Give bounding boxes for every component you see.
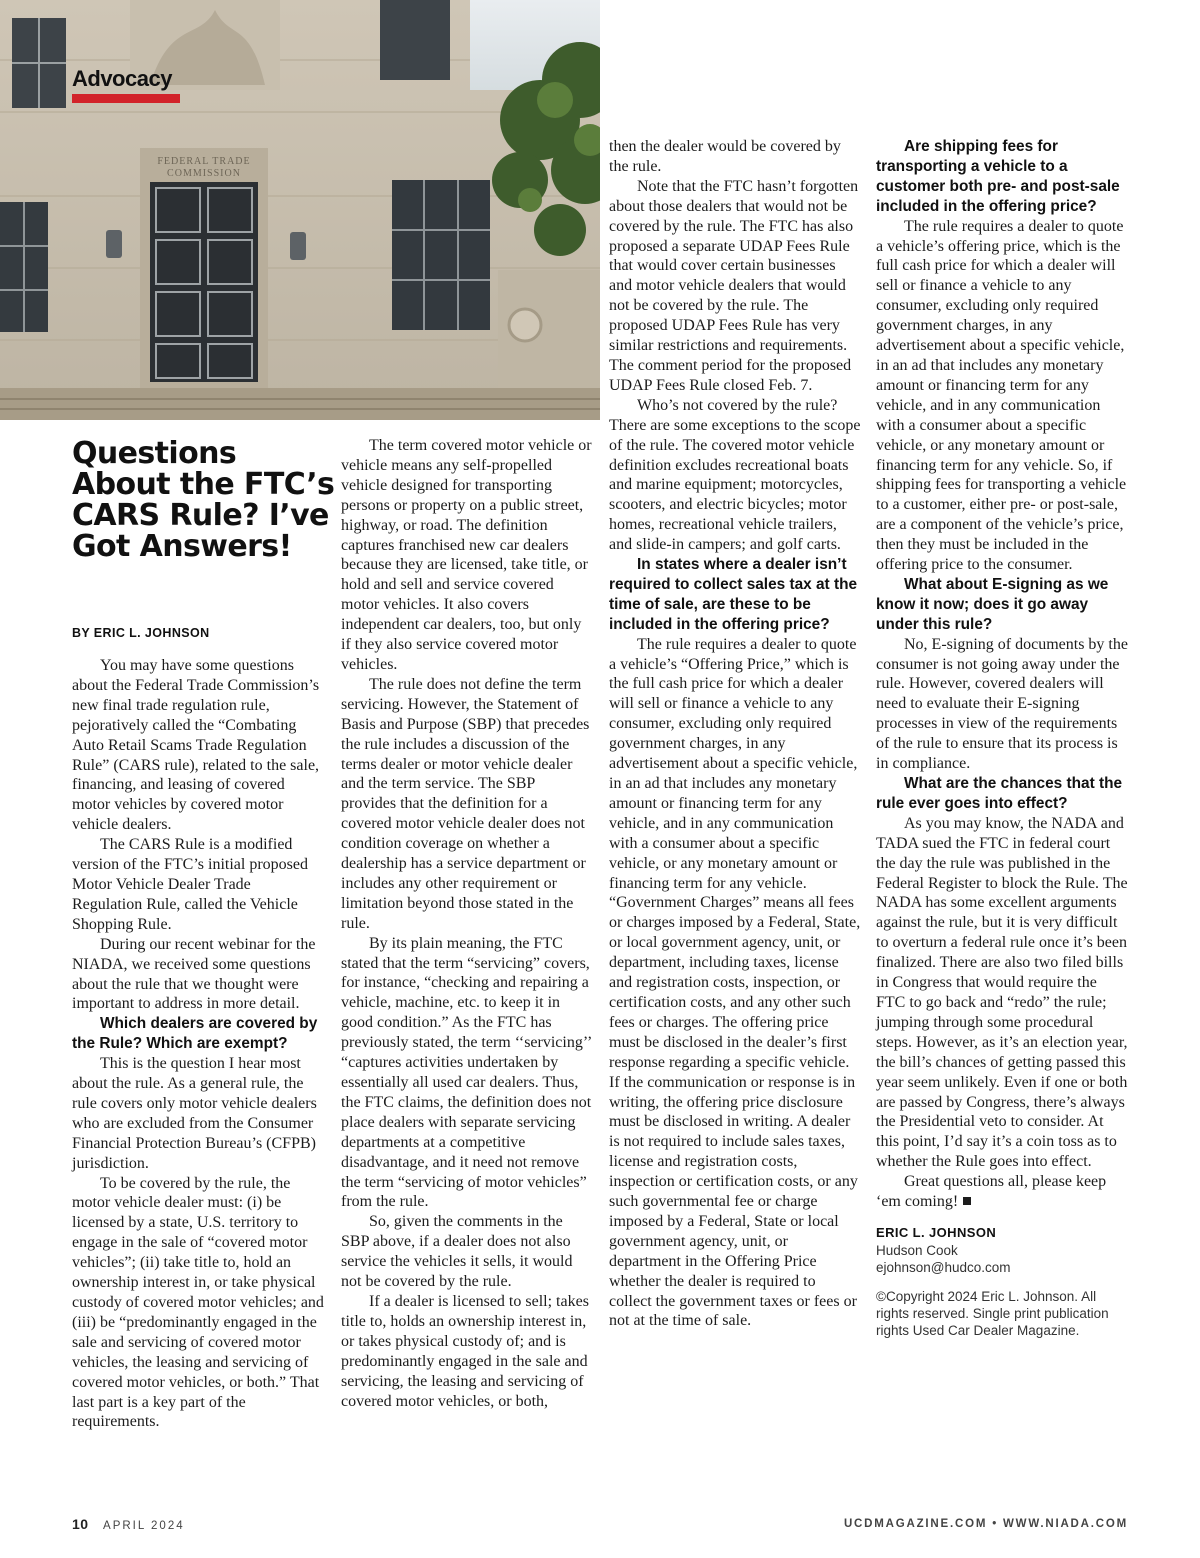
- paragraph: By its plain meaning, the FTC stated that the term “servicing” covers, for instance, “checking and repairing a vehicle, machine, etc. to keep it in good condition.” As the FTC has previously stated, the term ‘‘servicing’’ “captures activities undertaken by essentially all used car dealers. Thus, the FTC claims, the definition does not place dealers with separate servicing departments at a competitive disadvantage, and it need not remove the term “servicing of motor vehicles” from the rule.: [341, 934, 592, 1211]
- paragraph: To be covered by the rule, the motor vehicle dealer must: (i) be licensed by a state, U.S. territory to engage in the sale of “covered motor vehicles”; (ii) take title to, hold an ownership interest in, or take physical custody of covered motor vehicles; and (iii) be “predominantly engaged in the sale and servicing of covered motor vehicles, the leasing and servicing of covered motor vehicles, or both.” That last part is a key part of the requirements.: [72, 1174, 324, 1431]
- question-heading: What about E-signing as we know it now; does it go away under this rule?: [876, 575, 1109, 633]
- hero-photo: [0, 0, 600, 420]
- paragraph: then the dealer would be covered by the rule.: [609, 138, 841, 175]
- author-company: Hudson Cook: [876, 1242, 958, 1258]
- page-footer-left: [72, 1516, 185, 1534]
- article-byline: BY ERIC L. JOHNSON: [72, 626, 210, 640]
- paragraph: As you may know, the NADA and TADA sued the FTC in federal court the day the rule was published in the Federal Register to block the Rule. The NADA has some excellent arguments against the rule, but it is very difficult to overturn a federal rule once it’s been finalized. There are also two filed bills in Congress that would require the FTC to go back and “redo” the rule; jumping through some procedural steps. However, as it’s an election year, the bill’s chances of getting passed this year seem unlikely. Even if one or both are passed by Congress, there’s always the Presidential veto to consider. At this point, I’d say it’s a coin toss as to whether the Rule goes into effect.: [876, 814, 1128, 1171]
- article-column-1: [72, 656, 324, 1432]
- article-column-3: [609, 137, 861, 1331]
- paragraph: So, given the comments in the SBP above, if a dealer does not also service the vehicles it sells, it would not be covered by the rule.: [341, 1213, 573, 1291]
- paragraph: The CARS Rule is a modified version of the FTC’s initial proposed Motor Vehicle Dealer Trade Regulation Rule, called the Vehicle Shopping Rule.: [72, 836, 308, 933]
- question-heading: What are the chances that the rule ever goes into effect?: [876, 775, 1123, 812]
- author-name: ERIC L. JOHNSON: [876, 1224, 997, 1240]
- paragraph: No, E-signing of documents by the consumer is not going away under the rule. However, covered dealers will need to evaluate their E-signing processes in view of the requirements of the rule to ensure that its process is in compliance.: [876, 635, 1128, 773]
- sign-line-1: FEDERAL TRADE: [157, 156, 251, 167]
- paragraph: Note that the FTC hasn’t forgotten about those dealers that would not be covered by the rule. The FTC has also proposed a separate UDAP Fees Rule that would cover certain businesses and motor vehicle dealers that would not be covered by the rule. The proposed UDAP Fees Rule has very similar restrictions and requirements. The comment period for the proposed UDAP Fees Rule closed Feb. 7.: [609, 177, 859, 394]
- author-email[interactable]: ejohnson@hudco.com: [876, 1259, 1011, 1275]
- author-box: [876, 1224, 1128, 1276]
- sign-line-2: COMMISSION: [167, 168, 241, 179]
- issue-date: APRIL 2024: [103, 1520, 185, 1532]
- end-mark-icon: [963, 1197, 971, 1205]
- paragraph: You may have some questions about the Federal Trade Commission’s new final trade regulation rule, pejoratively called the “Combating Auto Retail Scams Trade Regulation Rule” (CARS rule), related to the sale, financing, and leasing of covered motor vehicles by covered motor vehicle dealers.: [72, 657, 320, 834]
- paragraph: The term covered motor vehicle or vehicle means any self-propelled vehicle designed for transporting persons or property on a public street, highway, or road. The definition captures franchised new car dealers because they are licensed, take title, or hold and sell and service covered motor vehicles. It also covers independent car dealers, too, but only if they also service covered motor vehicles.: [341, 437, 592, 673]
- paragraph: The rule does not define the term servicing. However, the Statement of Basis and Purpose (SBP) that precedes the rule includes a discussion of the terms dealer or motor vehicle dealer and the term service. The SBP provides that the definition for a covered motor vehicle dealer does not condition coverage on whether a dealership has a service department or includes any other requirement or limitation beyond those stated in the rule.: [341, 675, 590, 932]
- section-label: Advocacy: [72, 66, 172, 91]
- closing-paragraph: [876, 1172, 1128, 1212]
- closing-text: Great questions all, please keep ‘em coming!: [876, 1173, 1107, 1211]
- paragraph: During our recent webinar for the NIADA, we received some questions about the rule that we thought were important to address in more detail.: [72, 935, 316, 1013]
- paragraph: The rule requires a dealer to quote a vehicle’s “Offering Price,” which is the full cash price for which a dealer will sell or finance a vehicle to any consumer, excluding only required government charges, in any advertisement about a specific vehicle, in an ad that includes any monetary amount or financing term for any vehicle, and in any communication with a consumer about a specific vehicle, or any monetary amount or financing term for any vehicle. “Government Charges” means all fees or charges imposed by a Federal, State, or local government agency, unit, or department, including taxes, license and registration costs, inspection, or certification costs, and any other such fees or charges. The offering price must be disclosed in the dealer’s first response regarding a specific vehicle. If the communication or response is in writing, the offering price disclosure must be disclosed in writing. A dealer is not required to include sales taxes, license and registration costs, inspection or certification costs, or any such governmental fee or charge imposed by a Federal, State or local government agency, unit, or department in the Offering Price whether the dealer is required to collect the government taxes or fees or not at the time of sale.: [609, 635, 861, 1330]
- paragraph: This is the question I hear most about the rule. As a general rule, the rule covers only motor vehicle dealers who are excluded from the Consumer Financial Protection Bureau’s (CFPB) jurisdiction.: [72, 1055, 317, 1172]
- page-number: 10: [72, 1516, 89, 1532]
- section-underline: [72, 94, 180, 103]
- copyright-notice: ©Copyright 2024 Eric L. Johnson. All rights reserved. Single print publication rights Used Car Dealer Magazine.: [876, 1288, 1109, 1338]
- question-heading: Which dealers are covered by the Rule? Which are exempt?: [72, 1015, 318, 1053]
- footer-websites[interactable]: UCDMAGAZINE.COM • WWW.NIADA.COM: [843, 1518, 1128, 1530]
- question-heading: In states where a dealer isn’t required to collect sales tax at the time of sale, are these to be included in the offering price?: [609, 556, 858, 633]
- article-column-2: [341, 436, 593, 1411]
- paragraph: The rule requires a dealer to quote a vehicle’s offering price, which is the full cash price for which a dealer will sell or finance a vehicle to any consumer, excluding only required government charges, in any advertisement about a specific vehicle, in an ad that includes any monetary amount or financing term for any vehicle, and in any communication with a consumer about a specific vehicle, or any monetary amount or financing term for any vehicle. So, if shipping fees for transporting a vehicle to a customer, either pre- or post-sale, are a component of the vehicle’s price, then they must be included in the offering price to the consumer.: [876, 217, 1127, 574]
- article-column-4: [876, 137, 1128, 1339]
- ftc-building-photo: [0, 0, 600, 420]
- article-headline: Questions About the FTC’s CARS Rule? I’ve Got Answers!: [72, 436, 335, 564]
- paragraph: If a dealer is licensed to sell; takes title to, holds an ownership interest in, or takes physical custody of; and is predominantly engaged in the sale and servicing, the leasing and servicing of covered motor vehicles, or both,: [341, 1292, 589, 1410]
- paragraph: Who’s not covered by the rule? There are some exceptions to the scope of the rule. The covered motor vehicle definition excludes recreational boats and marine equipment; motorcycles, scooters, and electric bicycles; motor homes, recreational vehicle trailers, and slide-in campers; and golf carts.: [609, 396, 861, 554]
- question-heading: Are shipping fees for transporting a vehicle to a customer both pre- and post-sale included in the offering price?: [876, 138, 1120, 215]
